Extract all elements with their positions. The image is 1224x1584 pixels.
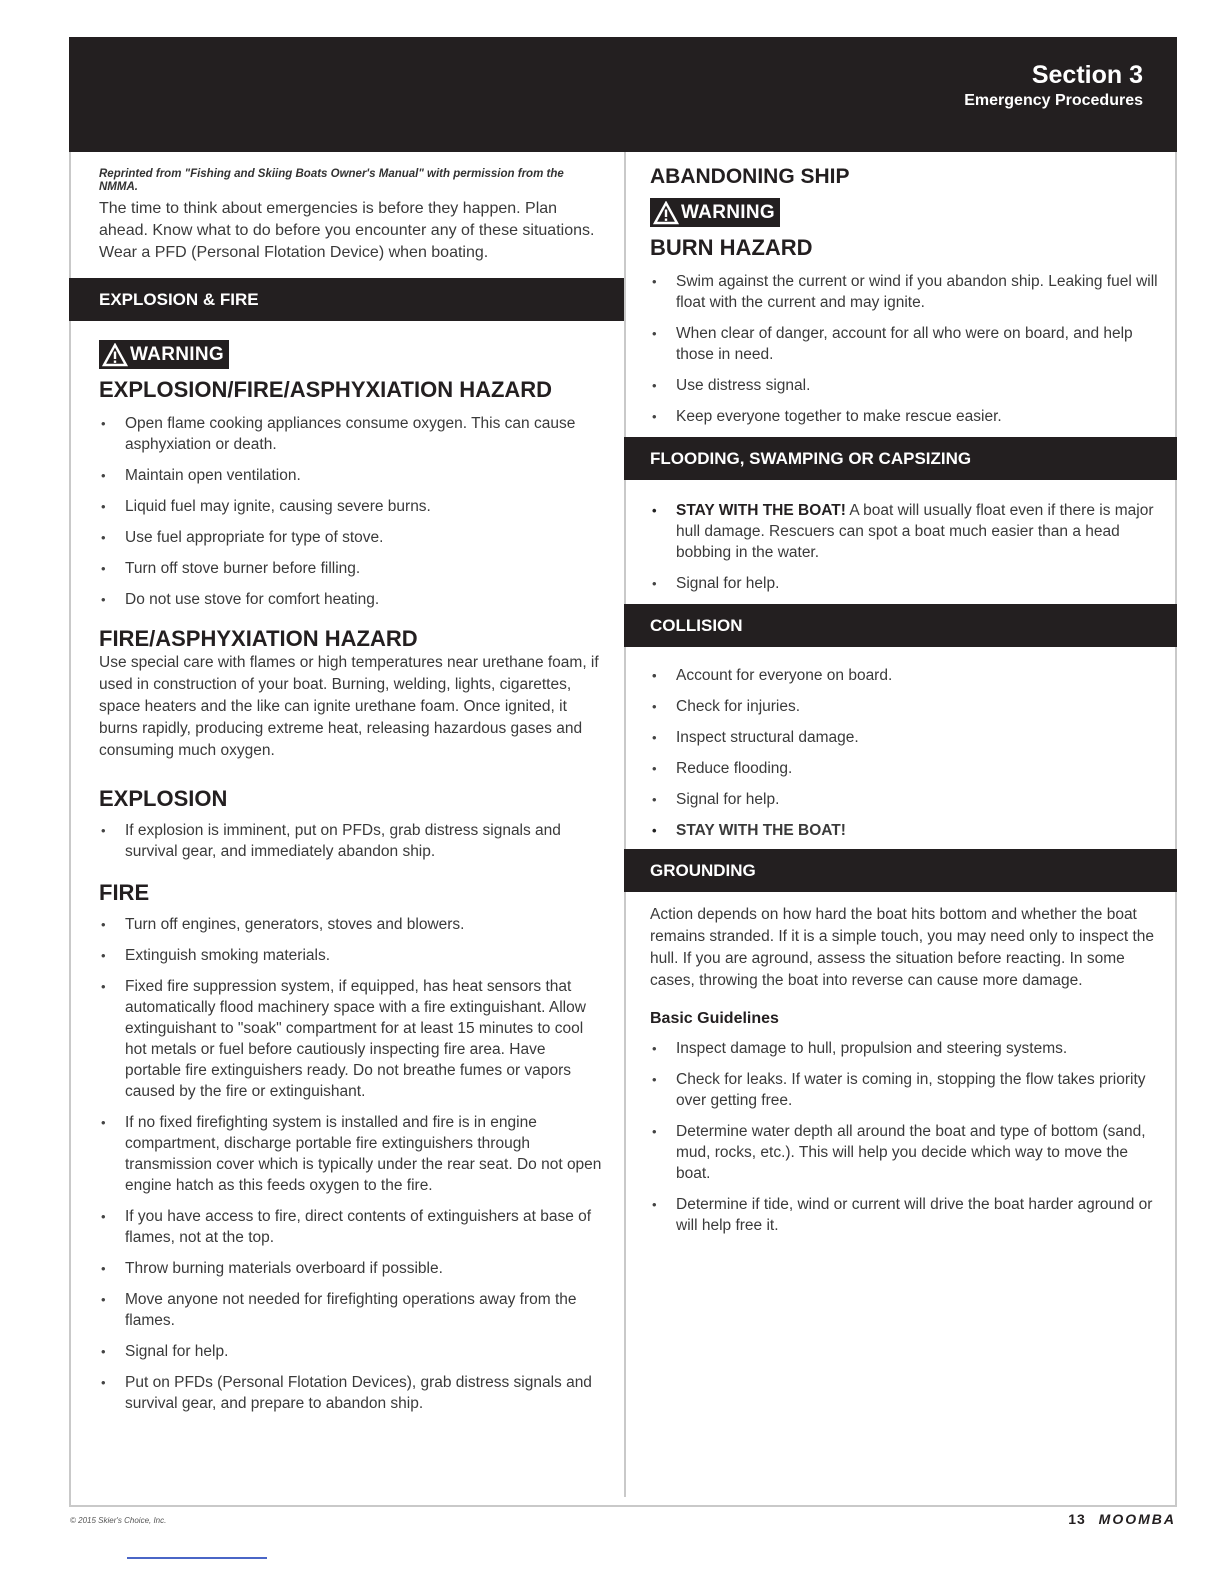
list-item: • Turn off stove burner before filling.: [99, 558, 602, 579]
list-item: • Inspect structural damage.: [650, 727, 1159, 748]
list-item: • Do not use stove for comfort heating.: [99, 589, 602, 610]
warning-badge: [650, 198, 780, 227]
list-item: • Inspect damage to hull, propulsion and steering systems.: [650, 1038, 1159, 1059]
hazard1-list: [99, 413, 602, 610]
fire-title: FIRE: [99, 879, 150, 905]
list-item: • Signal for help.: [650, 789, 1159, 810]
hazard-title-fire-asphyxiation: FIRE/ASPHYXIATION HAZARD: [99, 625, 418, 651]
list-item: • Open flame cooking appliances consume oxygen. This can cause asphyxiation or death.: [99, 413, 602, 455]
basic-guidelines-list: [650, 1038, 1159, 1236]
warning-label: WARNING: [681, 201, 775, 223]
list-item: • Throw burning materials overboard if possible.: [99, 1258, 602, 1279]
band-explosion-fire: EXPLOSION & FIRE: [69, 278, 624, 321]
warning-badge: [99, 340, 229, 369]
list-item: • Signal for help.: [650, 573, 1159, 594]
list-item: • Check for leaks. If water is coming in, stopping the flow takes priority over getting free.: [650, 1069, 1159, 1111]
grounding-text: Action depends on how hard the boat hits bottom and whether the boat remains stranded. If it is a simple touch, you may need only to inspect the hull. If you are aground, assess the situation before reacting. In some cases, throwing the boat into reverse can cause more damage.: [650, 905, 1155, 989]
basic-guidelines-title: Basic Guidelines: [650, 1009, 779, 1027]
fire-list: [99, 914, 602, 1414]
list-item: • Maintain open ventilation.: [99, 465, 602, 486]
flooding-list: [650, 500, 1159, 594]
list-item: • Use distress signal.: [650, 375, 1159, 396]
section-title: Section 3: [1031, 61, 1143, 89]
stay-with-boat-lead: STAY WITH THE BOAT!: [676, 501, 846, 519]
list-item: • Liquid fuel may ignite, causing severe burns.: [99, 496, 602, 517]
intro-text: The time to think about emergencies is before they happen. Plan ahead. Know what to do before you encounter any of these situations. Wear a PFD (Personal Flotation Device) when boating.: [99, 200, 595, 261]
list-item: • If no fixed firefighting system is installed and fire is in engine compartment, discharge portable fire extinguishers through transmission cover which is typically under the rear seat. Do not open engine hatch as this feeds oxygen to the fire.: [99, 1112, 602, 1196]
header-bar: [69, 37, 1177, 152]
burn-list: [650, 271, 1159, 427]
list-item: • Signal for help.: [99, 1341, 602, 1362]
warning-triangle-icon: [653, 201, 679, 225]
list-item: • Extinguish smoking materials.: [99, 945, 602, 966]
right-column: [624, 152, 1177, 1246]
list-item: • Swim against the current or wind if you abandon ship. Leaking fuel will float with the current and may ignite.: [650, 271, 1159, 313]
list-item: • Check for injuries.: [650, 696, 1159, 717]
band-grounding: GROUNDING: [624, 849, 1177, 892]
band-flooding: FLOODING, SWAMPING OR CAPSIZING: [624, 437, 1177, 480]
list-item: • Use fuel appropriate for type of stove.: [99, 527, 602, 548]
list-item: • Put on PFDs (Personal Flotation Devices), grab distress signals and survival gear, and prepare to abandon ship.: [99, 1372, 602, 1414]
list-item: [650, 500, 1159, 563]
abandoning-ship-title: ABANDONING SHIP: [650, 165, 850, 188]
footer-page-info: [1068, 1511, 1176, 1527]
list-item: • Turn off engines, generators, stoves and blowers.: [99, 914, 602, 935]
hazard2-text: Use special care with flames or high temperatures near urethane foam, if used in construction of your boat. Burning, welding, lights, cigarettes, space heaters and the like can ignite urethane foam. Once ignited, it burns rapidly, producing extreme heat, releasing hazardous gases and consuming much oxygen.: [99, 653, 599, 759]
list-item: • If you have access to fire, direct contents of extinguishers at base of flames, not at the top.: [99, 1206, 602, 1248]
hazard-title-explosion-fire-asphyxiation: EXPLOSION/FIRE/ASPHYXIATION HAZARD: [99, 376, 553, 402]
brand-logo: MOOMBA: [1098, 1511, 1176, 1527]
list-item: • Move anyone not needed for firefighting operations away from the flames.: [99, 1289, 602, 1331]
left-column: [69, 152, 624, 1424]
warning-label: WARNING: [130, 343, 224, 365]
list-item: • Account for everyone on board.: [650, 665, 1159, 686]
footer-copyright: © 2015 Skier's Choice, Inc.: [70, 1516, 167, 1525]
explosion-list: [99, 820, 602, 862]
reprint-note: Reprinted from "Fishing and Skiing Boats Owner's Manual" with permission from the NMMA.: [99, 168, 564, 193]
page-number: 13: [1068, 1511, 1086, 1527]
band-collision: COLLISION: [624, 604, 1177, 647]
burn-hazard-title: BURN HAZARD: [650, 234, 813, 260]
list-item: • Fixed fire suppression system, if equipped, has heat sensors that automatically flood machinery space with a fire extinguishant. Allow extinguishant to "soak" compartment for at least 15 minutes to cool hot metals or fuel before cautiously inspecting fire area. Have portable fire extinguishers ready. Do not breathe fumes or vapors caused by the fire or extinguishant.: [99, 976, 602, 1102]
list-item: • Determine water depth all around the boat and type of bottom (sand, mud, rocks, etc.). This will help you decide which way to move the boat.: [650, 1121, 1159, 1184]
list-item: • Determine if tide, wind or current will drive the boat harder aground or will help free it.: [650, 1194, 1159, 1236]
list-item: • When clear of danger, account for all who were on board, and help those in need.: [650, 323, 1159, 365]
link-underline[interactable]: [127, 1557, 267, 1559]
section-subtitle: Emergency Procedures: [964, 92, 1143, 109]
list-item: • If explosion is imminent, put on PFDs, grab distress signals and survival gear, and immediately abandon ship.: [99, 820, 602, 862]
explosion-title: EXPLOSION: [99, 785, 228, 811]
list-item: • Keep everyone together to make rescue easier.: [650, 406, 1159, 427]
list-item: • Reduce flooding.: [650, 758, 1159, 779]
collision-list: [650, 665, 1159, 841]
flood-text: A boat will usually float even if there is major hull damage. Rescuers can spot a boat much easier than a head bobbing in the water.: [676, 501, 1154, 561]
list-item: • STAY WITH THE BOAT!: [650, 820, 1159, 841]
warning-triangle-icon: [102, 343, 128, 367]
